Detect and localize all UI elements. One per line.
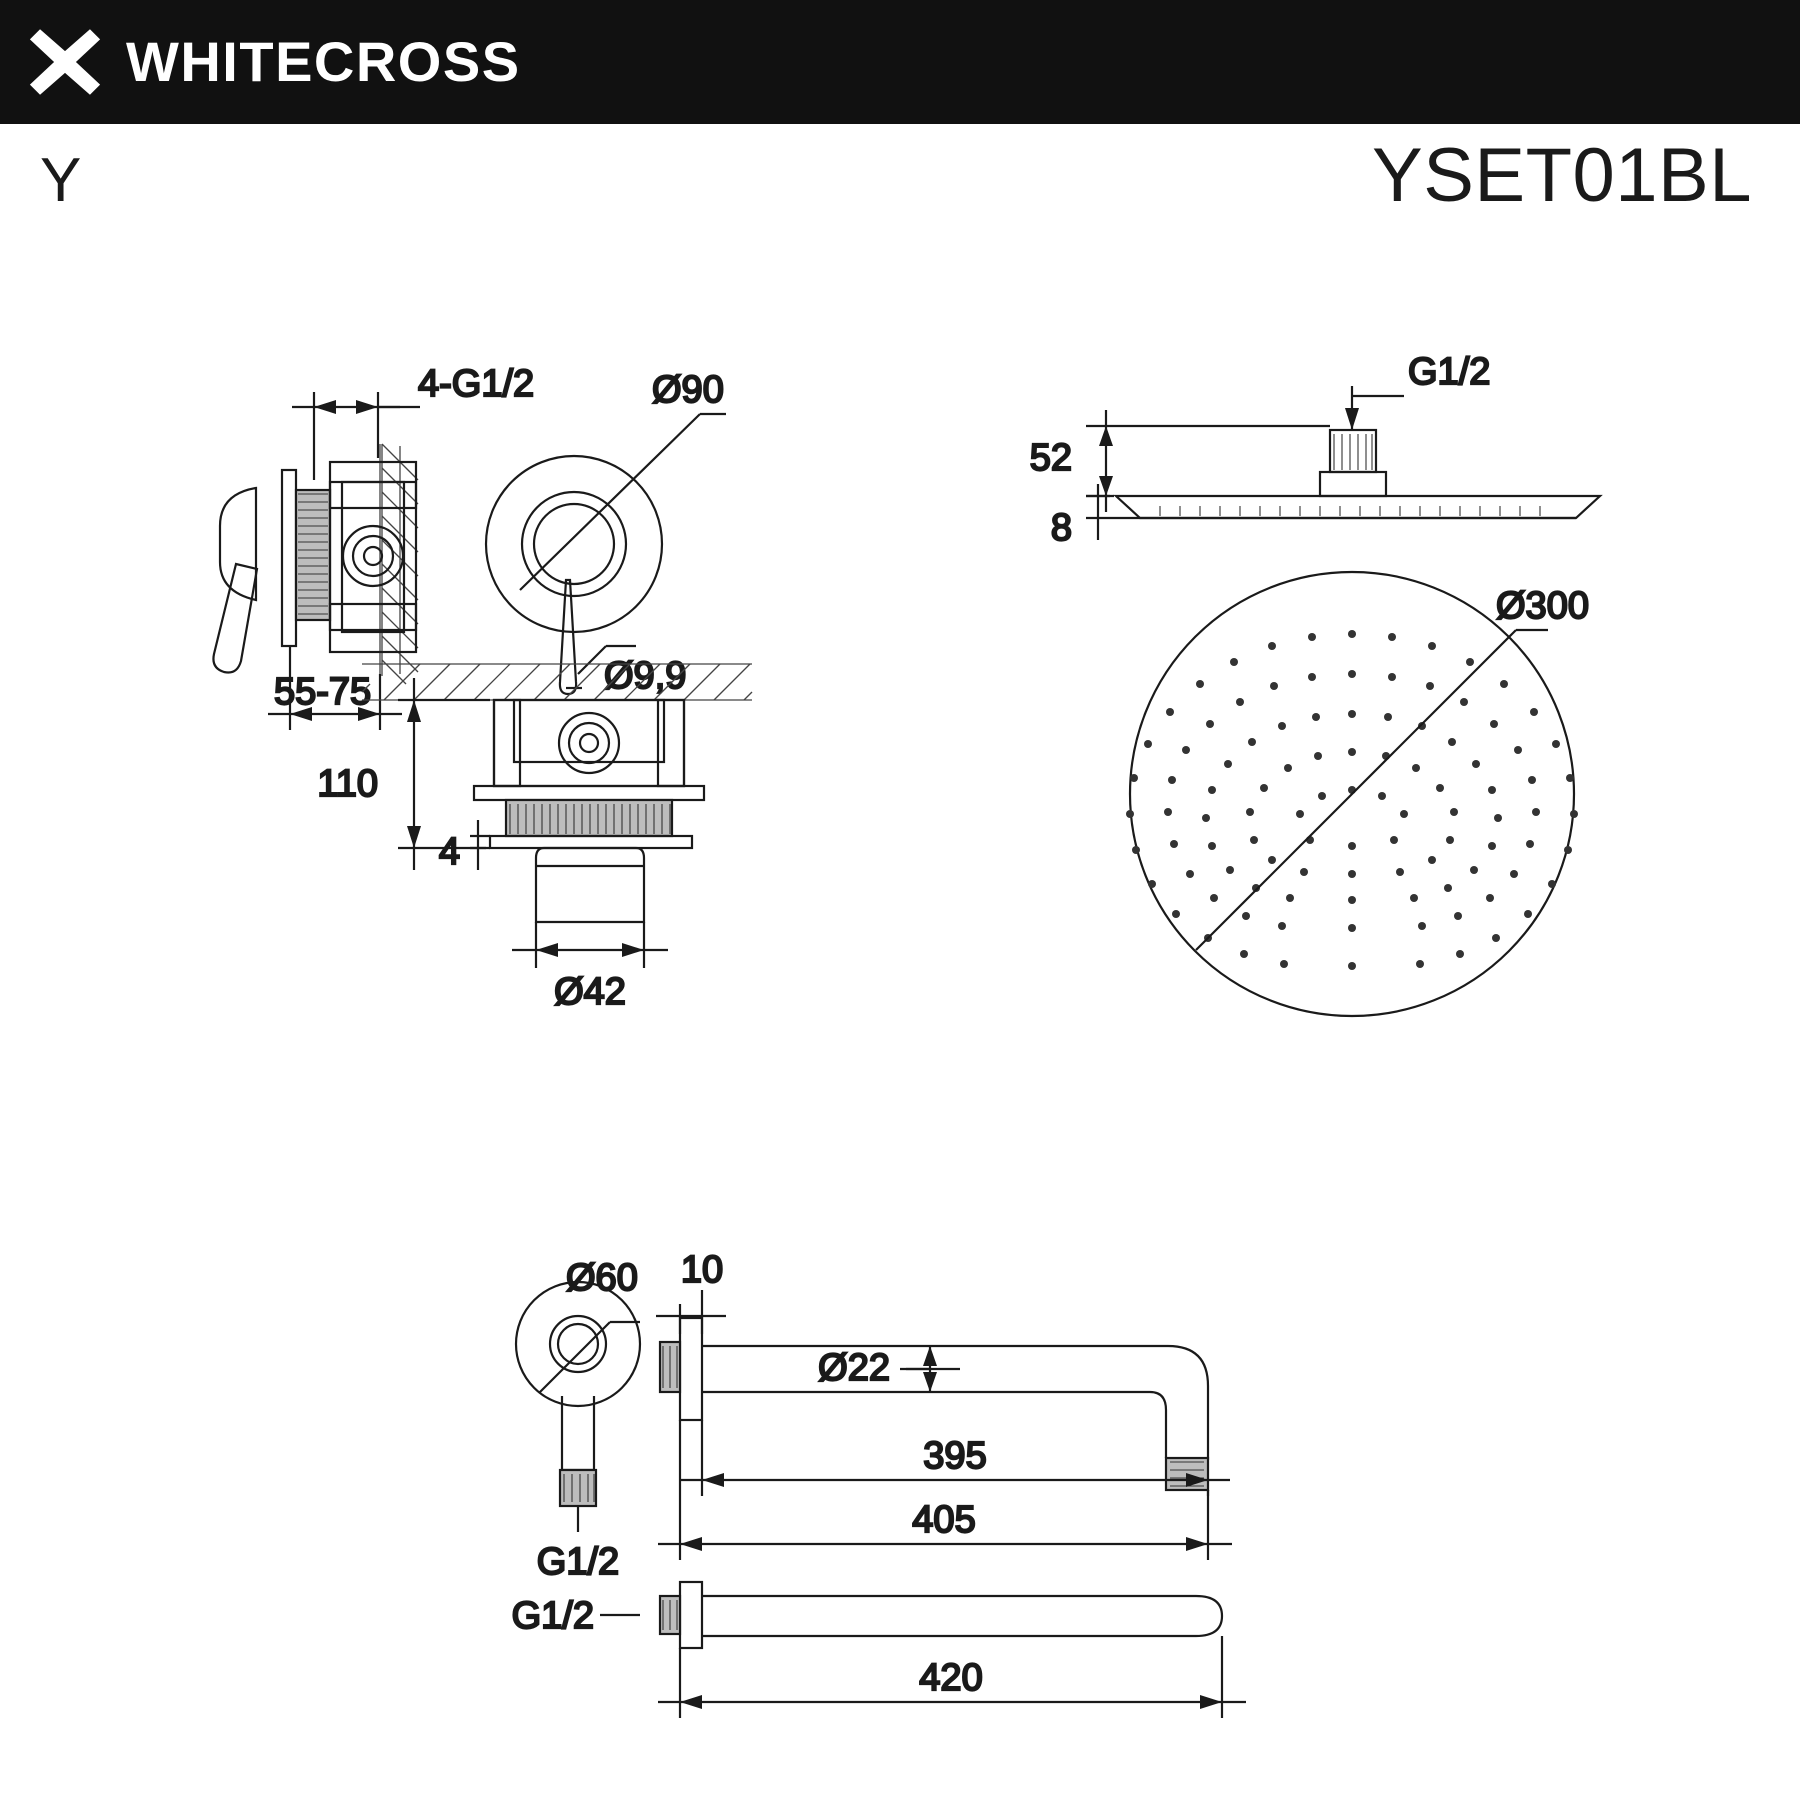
dim-label-d90: Ø90 [652,369,724,411]
dim-label-4-g12: 4-G1/2 [418,363,535,405]
dim-395 [680,1420,1230,1496]
shower-head-side-view [1116,430,1600,518]
dim-420 [658,1636,1246,1718]
dim-label-d60: Ø60 [566,1257,638,1299]
drawing-concealed-mixer [213,363,752,1013]
dim-label-d42: Ø42 [554,971,626,1013]
brand-name: WHITECROSS [126,30,521,93]
x-cross-logo-icon [26,23,104,101]
wall-hatch-lower [362,664,752,700]
dim-label-4: 4 [438,831,460,873]
dim-label-52: 52 [1029,437,1072,479]
wall-hatch-upper [380,444,418,684]
drawing-shower-head [1030,351,1600,1016]
dim-label-d300: Ø300 [1496,585,1589,627]
arm-side-view-lower [512,1582,1246,1718]
dim-label-420: 420 [919,1657,983,1699]
dim-label-10: 10 [680,1249,724,1291]
mixer-front-view [486,369,726,697]
model-code: YSET01BL [1372,133,1752,218]
arm-side-view-upper [656,1249,1232,1560]
drawing-shower-arm [512,1249,1246,1718]
dim-label-405: 405 [912,1499,976,1541]
header-bar [0,0,1800,124]
arm-flange-front-view [516,1257,640,1583]
nozzle-dots [1126,630,1578,970]
dim-label-arm-g12-lower: G1/2 [511,1595,594,1637]
drawing-svg [0,244,1800,1800]
dim-label-d99: Ø9,9 [604,655,687,697]
dim-4 [439,820,490,873]
dim-label-110: 110 [317,763,378,805]
dim-label-395: 395 [923,1435,987,1477]
technical-drawing-canvas [0,244,1800,1800]
dim-label-d22: Ø22 [818,1347,890,1389]
dim-head-g12 [1345,351,1490,430]
dim-label-head-g12: G1/2 [1408,351,1491,393]
title-row [0,124,1800,244]
dim-label-55-75: 55-75 [274,671,372,713]
dim-label-8: 8 [1050,507,1072,549]
dim-d22 [818,1346,960,1392]
dim-d42 [512,922,668,1013]
mixer-section-view [317,664,752,1013]
dim-8 [1051,484,1140,549]
series-letter: Y [40,146,82,215]
dim-label-arm-g12-upper: G1/2 [536,1541,620,1583]
shower-head-face-view [1126,572,1589,1016]
